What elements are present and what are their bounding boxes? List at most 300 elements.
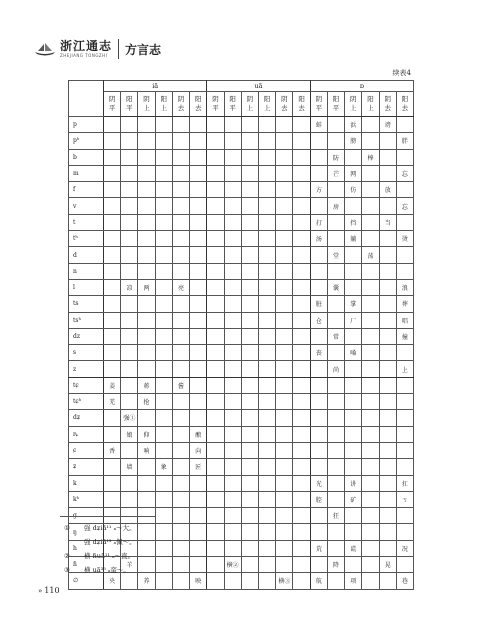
syllable-cell xyxy=(241,524,258,540)
syllable-cell xyxy=(190,491,207,507)
syllable-cell: 撞 xyxy=(396,328,413,344)
syllable-cell xyxy=(259,165,276,181)
syllable-cell xyxy=(345,459,362,475)
table-row xyxy=(69,573,414,589)
syllable-cell xyxy=(224,149,241,165)
syllable-cell xyxy=(241,361,258,377)
syllable-cell xyxy=(224,410,241,426)
syllable-cell xyxy=(172,182,189,198)
syllable-cell: 酿 xyxy=(190,426,207,442)
syllable-cell xyxy=(155,475,172,491)
syllable-cell xyxy=(345,279,362,295)
tone-header: 阳 平 xyxy=(327,92,344,117)
syllable-cell: 亮 xyxy=(172,279,189,295)
syllable-cell xyxy=(190,231,207,247)
syllable-cell xyxy=(104,361,121,377)
syllable-cell xyxy=(224,524,241,540)
syllable-cell xyxy=(259,214,276,230)
syllable-cell xyxy=(293,557,310,573)
table-row xyxy=(69,345,414,361)
syllable-cell: 凉 xyxy=(121,279,138,295)
syllable-cell xyxy=(207,442,224,458)
syllable-cell: 狂 xyxy=(327,508,344,524)
syllable-cell xyxy=(362,573,379,589)
syllable-cell xyxy=(138,198,155,214)
syllable-cell xyxy=(379,263,396,279)
tone-header: 阴 平 xyxy=(310,92,327,117)
syllable-cell xyxy=(207,475,224,491)
syllable-cell xyxy=(259,475,276,491)
syllable-cell: 仰 xyxy=(138,426,155,442)
syllable-cell xyxy=(138,491,155,507)
syllable-cell xyxy=(327,573,344,589)
syllable-cell: 矿 xyxy=(345,491,362,507)
syllable-cell xyxy=(138,117,155,133)
syllable-cell xyxy=(276,149,293,165)
initial-cell: m xyxy=(69,165,104,181)
initial-cell: t xyxy=(69,214,104,230)
syllable-cell xyxy=(259,231,276,247)
syllable-cell xyxy=(259,508,276,524)
syllable-cell: 腔 xyxy=(310,491,327,507)
syllable-cell xyxy=(224,508,241,524)
syllable-cell xyxy=(362,296,379,312)
syllable-cell xyxy=(345,377,362,393)
syllable-cell xyxy=(190,165,207,181)
table-row xyxy=(69,426,414,442)
syllable-cell xyxy=(190,377,207,393)
syllable-cell xyxy=(190,263,207,279)
syllable-cell xyxy=(155,508,172,524)
syllable-cell xyxy=(121,133,138,149)
syllable-cell xyxy=(224,540,241,556)
footnote-mark: ② xyxy=(64,552,70,560)
syllable-cell xyxy=(241,328,258,344)
syllable-cell xyxy=(104,182,121,198)
table-row xyxy=(69,182,414,198)
syllable-cell xyxy=(104,165,121,181)
syllable-cell: 胖 xyxy=(396,133,413,149)
syllable-cell xyxy=(293,312,310,328)
syllable-cell xyxy=(241,263,258,279)
syllable-cell xyxy=(259,312,276,328)
syllable-cell xyxy=(259,377,276,393)
syllable-cell xyxy=(138,214,155,230)
syllable-cell xyxy=(104,231,121,247)
syllable-cell xyxy=(138,149,155,165)
table-row xyxy=(69,312,414,328)
syllable-cell: 当 xyxy=(379,214,396,230)
syllable-cell xyxy=(293,133,310,149)
syllable-cell xyxy=(155,263,172,279)
syllable-cell xyxy=(155,328,172,344)
rhyme-group-header: iã xyxy=(104,81,207,92)
syllable-cell: 香 xyxy=(104,442,121,458)
syllable-cell: 脏 xyxy=(310,296,327,312)
syllable-cell xyxy=(293,198,310,214)
syllable-cell xyxy=(207,312,224,328)
syllable-cell xyxy=(259,296,276,312)
syllable-cell xyxy=(190,328,207,344)
table-row xyxy=(69,214,414,230)
syllable-cell: 房 xyxy=(327,198,344,214)
tone-header: 阳 去 xyxy=(293,92,310,117)
initial-cell: ȵ xyxy=(69,426,104,442)
footnote-text: 强 dʑiã¹³ ₐ佩～。 xyxy=(84,538,136,546)
syllable-cell xyxy=(259,133,276,149)
footnote-text: 横 uã³⁵ ₐ蛮～。 xyxy=(84,566,130,574)
syllable-cell xyxy=(241,133,258,149)
syllable-cell xyxy=(104,214,121,230)
syllable-cell xyxy=(104,198,121,214)
syllable-cell xyxy=(172,312,189,328)
syllable-cell xyxy=(293,524,310,540)
syllable-cell xyxy=(327,394,344,410)
syllable-cell xyxy=(362,557,379,573)
syllable-cell xyxy=(207,459,224,475)
syllable-cell xyxy=(241,426,258,442)
syllable-cell xyxy=(138,263,155,279)
syllable-cell xyxy=(241,442,258,458)
syllable-cell xyxy=(379,296,396,312)
syllable-cell xyxy=(276,247,293,263)
syllable-cell xyxy=(379,377,396,393)
syllable-cell: 方 xyxy=(310,182,327,198)
syllable-cell xyxy=(224,394,241,410)
syllable-cell xyxy=(155,524,172,540)
syllable-cell xyxy=(190,312,207,328)
syllable-cell: 防 xyxy=(327,149,344,165)
syllable-cell xyxy=(224,214,241,230)
syllable-cell xyxy=(104,410,121,426)
syllable-cell xyxy=(207,182,224,198)
syllable-cell xyxy=(190,133,207,149)
syllable-cell xyxy=(293,345,310,361)
syllable-cell xyxy=(224,117,241,133)
syllable-cell xyxy=(241,377,258,393)
syllable-cell xyxy=(138,296,155,312)
syllable-cell xyxy=(396,410,413,426)
syllable-cell: 厂 xyxy=(345,312,362,328)
corner-cell xyxy=(69,81,104,117)
syllable-cell xyxy=(190,214,207,230)
syllable-cell xyxy=(155,247,172,263)
syllable-cell: 丧 xyxy=(310,345,327,361)
syllable-cell xyxy=(241,491,258,507)
syllable-cell xyxy=(224,442,241,458)
syllable-cell: 谎 xyxy=(345,540,362,556)
brand-subtitle: ZHEJIANG TONGZHI xyxy=(60,52,108,58)
syllable-cell xyxy=(259,182,276,198)
syllable-cell xyxy=(345,524,362,540)
syllable-cell: 膀 xyxy=(345,133,362,149)
syllable-cell: 羌 xyxy=(104,394,121,410)
table-row xyxy=(69,475,414,491)
syllable-cell xyxy=(362,459,379,475)
syllable-cell: 打 xyxy=(310,214,327,230)
syllable-cell: 唱 xyxy=(396,312,413,328)
syllable-cell xyxy=(259,442,276,458)
syllable-cell xyxy=(207,117,224,133)
syllable-cell: 象 xyxy=(155,459,172,475)
syllable-cell: 常 xyxy=(327,328,344,344)
syllable-cell xyxy=(345,442,362,458)
syllable-cell xyxy=(224,165,241,181)
syllable-cell xyxy=(241,117,258,133)
header-divider xyxy=(118,39,119,59)
syllable-cell xyxy=(276,133,293,149)
syllable-cell xyxy=(310,328,327,344)
footnote-mark: ① xyxy=(64,524,70,532)
initial-cell: tɕʰ xyxy=(69,394,104,410)
syllable-cell: 蚌 xyxy=(310,117,327,133)
syllable-cell xyxy=(259,557,276,573)
syllable-cell xyxy=(379,524,396,540)
syllable-cell xyxy=(241,475,258,491)
syllable-cell xyxy=(362,508,379,524)
syllable-cell xyxy=(241,214,258,230)
syllable-cell xyxy=(138,345,155,361)
syllable-cell xyxy=(104,247,121,263)
syllable-cell xyxy=(345,247,362,263)
syllable-cell xyxy=(121,328,138,344)
syllable-cell xyxy=(259,394,276,410)
syllable-cell xyxy=(241,296,258,312)
syllable-cell: 汤 xyxy=(310,231,327,247)
syllable-cell xyxy=(104,491,121,507)
syllable-cell xyxy=(104,117,121,133)
syllable-cell xyxy=(276,182,293,198)
syllable-cell: 响 xyxy=(138,442,155,458)
syllable-cell xyxy=(241,573,258,589)
syllable-cell xyxy=(259,410,276,426)
syllable-cell xyxy=(138,182,155,198)
initial-cell: ʑ xyxy=(69,459,104,475)
syllable-cell xyxy=(379,279,396,295)
syllable-cell xyxy=(190,394,207,410)
footnote xyxy=(64,524,136,532)
syllable-cell xyxy=(104,133,121,149)
syllable-cell xyxy=(327,117,344,133)
table-row xyxy=(69,410,414,426)
syllable-cell xyxy=(276,459,293,475)
initial-cell: ɦ xyxy=(69,557,104,573)
syllable-cell xyxy=(138,475,155,491)
syllable-cell xyxy=(327,296,344,312)
syllable-cell xyxy=(379,394,396,410)
syllable-cell xyxy=(276,394,293,410)
syllable-cell xyxy=(310,442,327,458)
footnote-text: 横 ɦuã¹¹ ₐ～直。 xyxy=(84,552,135,560)
syllable-cell xyxy=(327,231,344,247)
syllable-cell xyxy=(396,442,413,458)
initial-cell: s xyxy=(69,345,104,361)
syllable-cell xyxy=(259,426,276,442)
syllable-cell xyxy=(224,345,241,361)
tone-header: 阳 上 xyxy=(155,92,172,117)
syllable-cell xyxy=(224,491,241,507)
syllable-cell xyxy=(293,573,310,589)
syllable-cell xyxy=(155,426,172,442)
syllable-cell xyxy=(241,279,258,295)
syllable-cell xyxy=(172,508,189,524)
tone-header: 阴 去 xyxy=(379,92,396,117)
syllable-cell xyxy=(293,540,310,556)
syllable-cell xyxy=(190,557,207,573)
syllable-cell xyxy=(362,394,379,410)
syllable-cell xyxy=(190,345,207,361)
table-row xyxy=(69,491,414,507)
syllable-cell: 挡 xyxy=(345,214,362,230)
syllable-cell xyxy=(155,312,172,328)
initial-cell: h xyxy=(69,540,104,556)
syllable-cell xyxy=(293,165,310,181)
syllable-cell xyxy=(327,345,344,361)
syllable-cell xyxy=(362,133,379,149)
syllable-cell xyxy=(121,573,138,589)
syllable-cell xyxy=(155,117,172,133)
initial-cell: ∅ xyxy=(69,573,104,589)
syllable-cell xyxy=(310,133,327,149)
syllable-cell xyxy=(293,247,310,263)
syllable-cell xyxy=(310,508,327,524)
syllable-cell xyxy=(396,247,413,263)
syllable-cell: 横② xyxy=(224,557,241,573)
syllable-cell xyxy=(276,328,293,344)
syllable-cell xyxy=(276,296,293,312)
table-row xyxy=(69,198,414,214)
syllable-cell xyxy=(207,377,224,393)
syllable-cell xyxy=(276,426,293,442)
syllable-cell xyxy=(172,394,189,410)
syllable-cell xyxy=(327,133,344,149)
syllable-cell xyxy=(241,198,258,214)
syllable-cell xyxy=(138,133,155,149)
syllable-cell xyxy=(396,394,413,410)
syllable-cell xyxy=(172,214,189,230)
syllable-cell xyxy=(207,426,224,442)
syllable-cell xyxy=(121,149,138,165)
syllable-cell xyxy=(155,279,172,295)
syllable-cell xyxy=(396,263,413,279)
syllable-cell xyxy=(104,459,121,475)
syllable-cell xyxy=(379,247,396,263)
syllable-cell: 谤 xyxy=(379,117,396,133)
syllable-cell xyxy=(259,279,276,295)
syllable-cell xyxy=(190,247,207,263)
initial-cell: l xyxy=(69,279,104,295)
initial-cell: kʰ xyxy=(69,491,104,507)
syllable-cell xyxy=(138,361,155,377)
rhyme-group-header: ɒ xyxy=(310,81,413,92)
syllable-cell xyxy=(207,410,224,426)
syllable-cell xyxy=(310,198,327,214)
syllable-cell xyxy=(224,328,241,344)
table-row xyxy=(69,117,414,133)
tone-header: 阳 去 xyxy=(190,92,207,117)
syllable-cell xyxy=(172,198,189,214)
syllable-cell xyxy=(190,524,207,540)
syllable-cell xyxy=(207,328,224,344)
syllable-cell: 仓 xyxy=(310,312,327,328)
syllable-cell xyxy=(121,377,138,393)
syllable-cell xyxy=(104,296,121,312)
syllable-cell: 上 xyxy=(396,361,413,377)
syllable-cell xyxy=(121,231,138,247)
syllable-cell xyxy=(327,442,344,458)
syllable-cell xyxy=(138,557,155,573)
syllable-cell xyxy=(293,117,310,133)
syllable-cell xyxy=(104,345,121,361)
syllable-cell xyxy=(293,508,310,524)
syllable-cell xyxy=(121,361,138,377)
initial-cell: dʑ xyxy=(69,410,104,426)
initial-cell: v xyxy=(69,198,104,214)
syllable-cell xyxy=(327,540,344,556)
syllable-cell xyxy=(224,475,241,491)
syllable-cell xyxy=(190,279,207,295)
syllable-cell xyxy=(241,149,258,165)
syllable-cell xyxy=(276,214,293,230)
syllable-cell xyxy=(207,214,224,230)
syllable-cell xyxy=(276,442,293,458)
syllable-cell: 堂 xyxy=(327,247,344,263)
syllable-cell xyxy=(155,133,172,149)
syllable-cell xyxy=(241,165,258,181)
syllable-cell xyxy=(327,459,344,475)
syllable-cell xyxy=(138,231,155,247)
syllable-cell xyxy=(293,377,310,393)
syllable-cell: 躺 xyxy=(345,231,362,247)
syllable-cell: 姜 xyxy=(104,377,121,393)
syllable-cell xyxy=(155,165,172,181)
footnote-text: 强 dʑiã¹¹ ₐ～大。 xyxy=(84,524,136,532)
syllable-cell xyxy=(327,426,344,442)
syllable-cell xyxy=(396,377,413,393)
syllable-cell xyxy=(259,361,276,377)
syllable-cell xyxy=(396,214,413,230)
syllable-cell xyxy=(155,149,172,165)
syllable-cell xyxy=(155,394,172,410)
syllable-cell xyxy=(138,328,155,344)
syllable-cell xyxy=(241,540,258,556)
syllable-cell xyxy=(345,361,362,377)
syllable-cell xyxy=(259,149,276,165)
syllable-cell xyxy=(172,149,189,165)
syllable-cell xyxy=(362,361,379,377)
syllable-cell xyxy=(207,263,224,279)
tone-header: 阴 去 xyxy=(276,92,293,117)
initial-cell: tɕ xyxy=(69,377,104,393)
syllable-cell xyxy=(276,491,293,507)
syllable-cell xyxy=(310,361,327,377)
syllable-cell: 忘 xyxy=(396,165,413,181)
syllable-cell xyxy=(207,361,224,377)
page-arrow-icon: » xyxy=(38,587,43,595)
syllable-cell xyxy=(138,410,155,426)
syllable-cell xyxy=(293,426,310,442)
syllable-cell xyxy=(362,491,379,507)
syllable-cell xyxy=(293,328,310,344)
syllable-cell xyxy=(310,263,327,279)
syllable-cell xyxy=(241,182,258,198)
syllable-cell xyxy=(121,442,138,458)
syllable-cell xyxy=(172,361,189,377)
syllable-cell xyxy=(155,491,172,507)
syllable-cell xyxy=(172,410,189,426)
table-row xyxy=(69,247,414,263)
syllable-cell xyxy=(276,263,293,279)
